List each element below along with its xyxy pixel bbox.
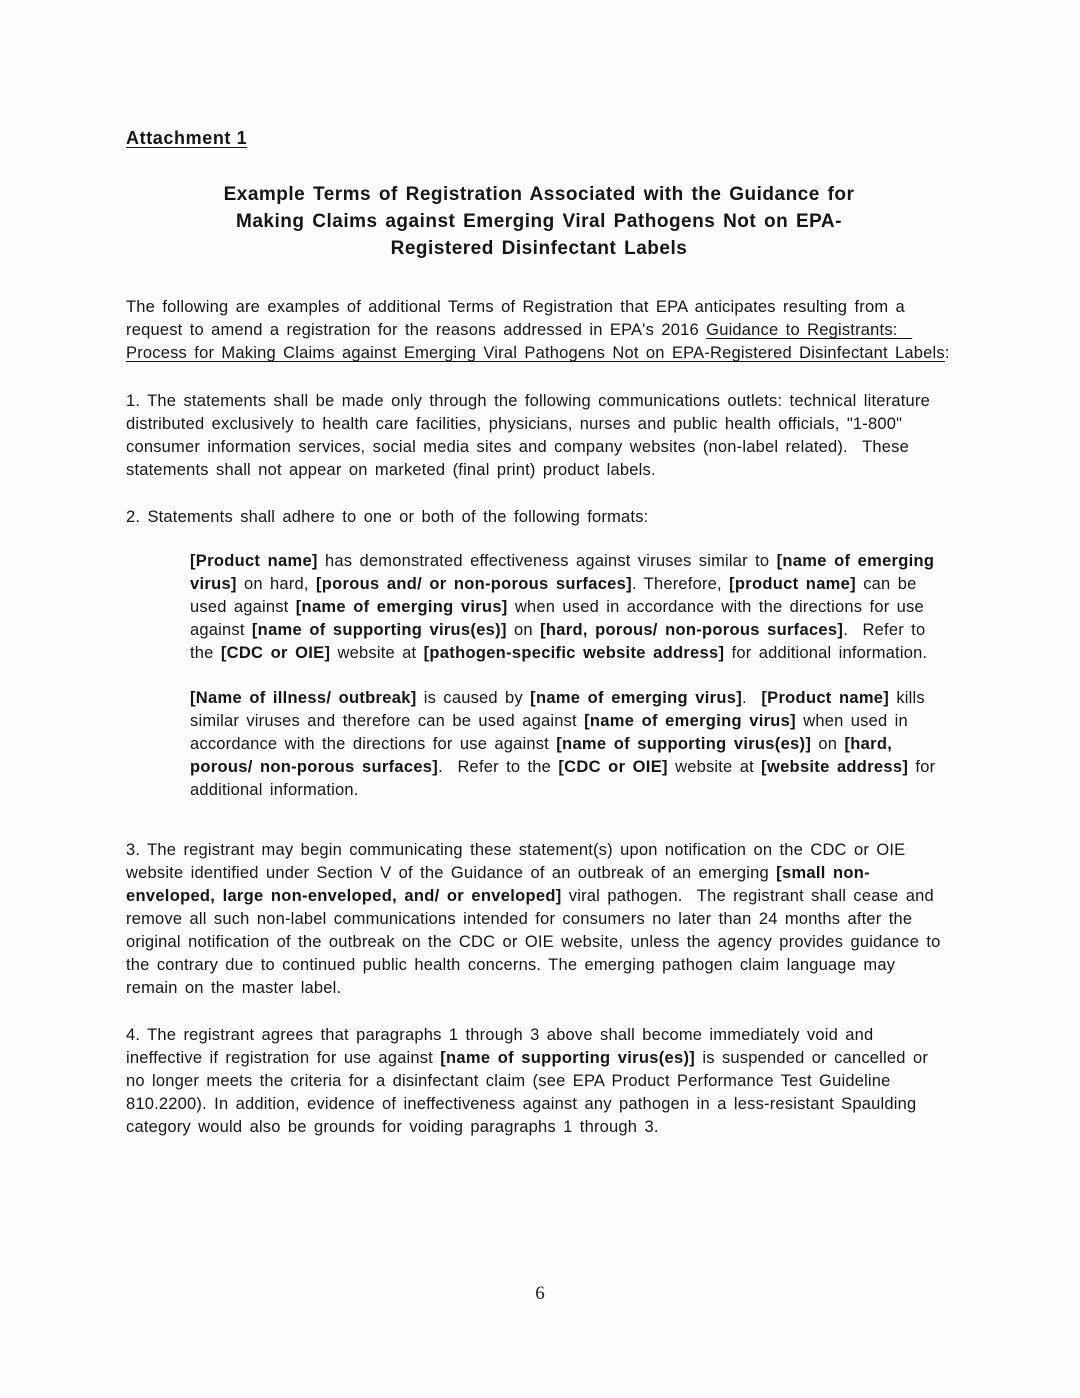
document-title-line-3: Registered Disinfectant Labels [390, 238, 688, 259]
document-title [126, 181, 952, 262]
intro-paragraph: The following are examples of additional Terms of Registration that EPA anticipates resulting from a request to amend a registration for the reasons addressed in EPA's 2016 Guidance to Registrants: Process for Making Claims against Emerging Viral Pathogens Not on EPA-Registered Disinfectant Labels: [126, 298, 950, 362]
document-title-line-1: Example Terms of Registration Associated with the Guidance for [223, 184, 855, 205]
statement-format-2: [Name of illness/ outbreak] is caused by [name of emerging virus]. [Product name] kills similar viruses and therefore can be used against [name of emerging virus] when used in accordance with the directions for use against [name of supporting virus(es)] on [hard, porous/ non-porous surfaces]. Refer to the [CDC or OIE] website at [website address] for additional information. [190, 689, 943, 799]
page-number: 6 [535, 1283, 545, 1304]
document-title-line-2: Making Claims against Emerging Viral Pathogens Not on EPA- [236, 211, 842, 232]
document-content [126, 128, 952, 1139]
attachment-heading-text: Attachment 1 [126, 128, 248, 148]
paragraph-item-2: 2. Statements shall adhere to one or both of the following formats: [126, 508, 649, 526]
attachment-heading [126, 128, 952, 149]
paragraph-item-3: 3. The registrant may begin communicating these statement(s) upon notification on the CDC or OIE website identified under Section V of the Guidance of an outbreak of an emerging [small non-enveloped, large non-enveloped, and/ or enveloped] viral pathogen. The registrant shall cease and remove all such non-label communications intended for consumers no later than 24 months after the original notification of the outbreak on the CDC or OIE website, unless the agency provides guidance to the contrary due to continued public health concerns. The emerging pathogen claim language may remain on the master label. [126, 841, 948, 997]
paragraph-item-4: 4. The registrant agrees that paragraphs 1 through 3 above shall become immediately void and ineffective if registration for use against [name of supporting virus(es)] is suspended or cancelled or no longer meets the criteria for a disinfectant claim (see EPA Product Performance Test Guideline 810.2200). In addition, evidence of ineffectiveness against any pathogen in a less-resistant Spaulding category would also be grounds for voiding paragraphs 1 through 3. [126, 1026, 936, 1136]
paragraph-item-1: 1. The statements shall be made only through the following communications outlets: technical literature distributed exclusively to health care facilities, physicians, nurses and public health officials, "1-800" consumer information services, social media sites and company websites (non-label related). These statements shall not appear on marketed (final print) product labels. [126, 392, 938, 479]
statement-format-1: [Product name] has demonstrated effectiveness against viruses similar to [name of emerging virus] on hard, [porous and/ or non-porous surfaces]. Therefore, [product name] can be used against [name of emerging virus] when used in accordance with the directions for use against [name of supporting virus(es)] on [hard, porous/ non-porous surfaces]. Refer to the [CDC or OIE] website at [pathogen-specific website address] for additional information. [190, 552, 942, 662]
